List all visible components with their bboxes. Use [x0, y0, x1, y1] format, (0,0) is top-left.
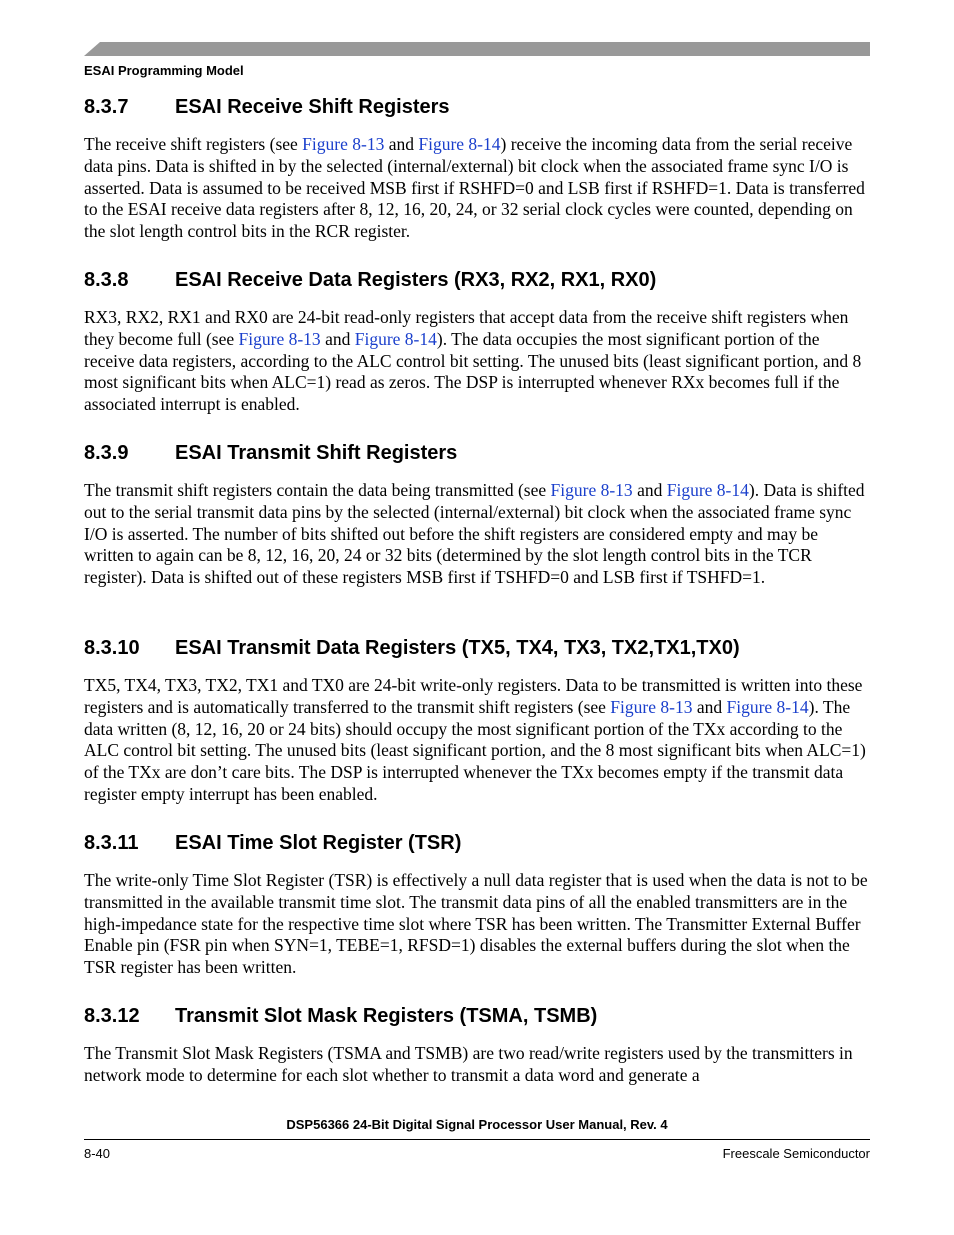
text-run: ). The data written (8, 12, 16, 20 or 24 bits) should occupy the most significant portion of the TXx according to the ALC control bit setting. The unused bits (least significant portion, and the 8 most significant bits when ALC=1) of the TXx are don’t care bits. The DSP is interrupted whenever the TXx becomes empty if the transmit data register empty interrupt has been enabled. — [84, 696, 866, 804]
section-title: ESAI Receive Shift Registers — [175, 96, 450, 118]
text-run: TX5, TX4, TX3, TX2, TX1 and TX0 are 24-bit write-only registers. Data to be transmitted is written into these registers and is automatically transferred to the transmit shift registers (see — [84, 675, 863, 717]
section-number: 8.3.11 — [84, 832, 139, 854]
section-paragraph — [84, 134, 870, 243]
section-paragraph — [84, 480, 870, 589]
section-8-3-8 — [84, 269, 870, 416]
text-run: ). The data occupies the most significant portion of the receive data registers, according to the ALC control bit setting. The unused bits (least significant portion, and 8 most significant bits when ALC=1) read as zeros. The DSP is interrupted whenever RXx becomes full if the associated interrupt is enabled. — [84, 328, 862, 415]
header-banner — [84, 42, 870, 56]
footer-rule — [84, 1139, 870, 1140]
text-run: The write-only Time Slot Register (TSR) is effectively a null data register that is used when the data is not to be transmitted in the available transmit time slot. The transmit data pins of all the enabled transmitters are in the high-impedance state for the respective time slot where TSR has been written. The Transmitter External Buffer Enable pin (FSR pin when SYN=1, TEBE=1, RFSD=1) disables the external buffers during the slot when the TSR register has been written. — [84, 870, 868, 978]
section-paragraph — [84, 307, 870, 416]
text-run: ). Data is shifted out to the serial transmit data pins by the selected (internal/external) bit clock when the associated frame sync I/O is asserted. The number of bits shifted out before the shift registers are considered empty and may be written to again can be 8, 12, 16, 20, 24 or 32 bits (determined by the slot length control bits in the TCR register). Data is shifted out of these registers MSB first if TSHFD=0 and LSB first if TSHFD=1. — [84, 480, 865, 588]
section-heading — [84, 96, 870, 119]
page-number: 8-40 — [84, 1146, 111, 1161]
figure-link[interactable]: Figure 8-14 — [726, 696, 809, 717]
section-title: ESAI Transmit Shift Registers — [175, 442, 458, 464]
section-number: 8.3.12 — [84, 1005, 140, 1027]
text-run: and — [384, 134, 419, 154]
running-header: ESAI Programming Model — [84, 63, 244, 78]
text-run: and — [632, 480, 667, 500]
section-title: ESAI Receive Data Registers (RX3, RX2, RX1, RX0) — [175, 269, 657, 291]
section-title: Transmit Slot Mask Registers (TSMA, TSMB) — [175, 1005, 598, 1027]
text-run: and — [692, 696, 727, 717]
section-title: ESAI Transmit Data Registers (TX5, TX4, TX3, TX2,TX1,TX0) — [175, 637, 740, 659]
text-run: The transmit shift registers contain the data being transmitted (see — [84, 480, 551, 500]
footer-title: DSP56366 24-Bit Digital Signal Processor User Manual, Rev. 4 — [286, 1117, 668, 1132]
text-run: and — [320, 328, 355, 349]
section-8-3-9 — [84, 442, 870, 589]
figure-link[interactable]: Figure 8-13 — [550, 480, 633, 500]
section-8-3-12 — [84, 1005, 870, 1087]
section-heading — [84, 637, 870, 660]
text-run: ) receive the incoming data from the serial receive data pins. Data is shifted in by the selected (internal/external) bit clock when the associated frame sync I/O is asserted. Data is assumed to be received MSB first if RSHFD=0 and LSB first if RSHFD=1. Data is transferred to the ESAI receive data registers after 8, 12, 16, 20, 24, or 32 serial clock cycles were counted, depending on the slot length control bits in the RCR register. — [84, 134, 865, 242]
section-number: 8.3.8 — [84, 269, 129, 291]
figure-link[interactable]: Figure 8-13 — [610, 696, 693, 717]
section-heading — [84, 442, 870, 465]
section-heading — [84, 1005, 870, 1028]
section-number: 8.3.10 — [84, 637, 140, 659]
section-heading — [84, 832, 870, 855]
text-run: The receive shift registers (see — [84, 134, 303, 154]
figure-link[interactable]: Figure 8-14 — [666, 480, 749, 500]
figure-link[interactable]: Figure 8-13 — [238, 328, 321, 349]
figure-link[interactable]: Figure 8-14 — [354, 328, 437, 349]
figure-link[interactable]: Figure 8-13 — [302, 134, 385, 154]
figure-link[interactable]: Figure 8-14 — [418, 134, 501, 154]
text-run: The Transmit Slot Mask Registers (TSMA and TSMB) are two read/write registers used by the transmitters in network mode to determine for each slot whether to transmit a data word and generate a — [84, 1043, 853, 1085]
section-paragraph — [84, 1043, 870, 1087]
text-run: RX3, RX2, RX1 and RX0 are 24-bit read-only registers that accept data from the receive shift registers when they become full (see — [84, 307, 849, 349]
section-8-3-10 — [84, 637, 870, 806]
section-paragraph — [84, 870, 870, 979]
section-number: 8.3.7 — [84, 96, 129, 118]
section-paragraph — [84, 675, 870, 806]
section-8-3-11 — [84, 832, 870, 979]
section-title: ESAI Time Slot Register (TSR) — [175, 832, 462, 854]
section-number: 8.3.9 — [84, 442, 129, 464]
section-8-3-7 — [84, 96, 870, 243]
footer-company: Freescale Semiconductor — [722, 1146, 870, 1161]
section-heading — [84, 269, 870, 292]
